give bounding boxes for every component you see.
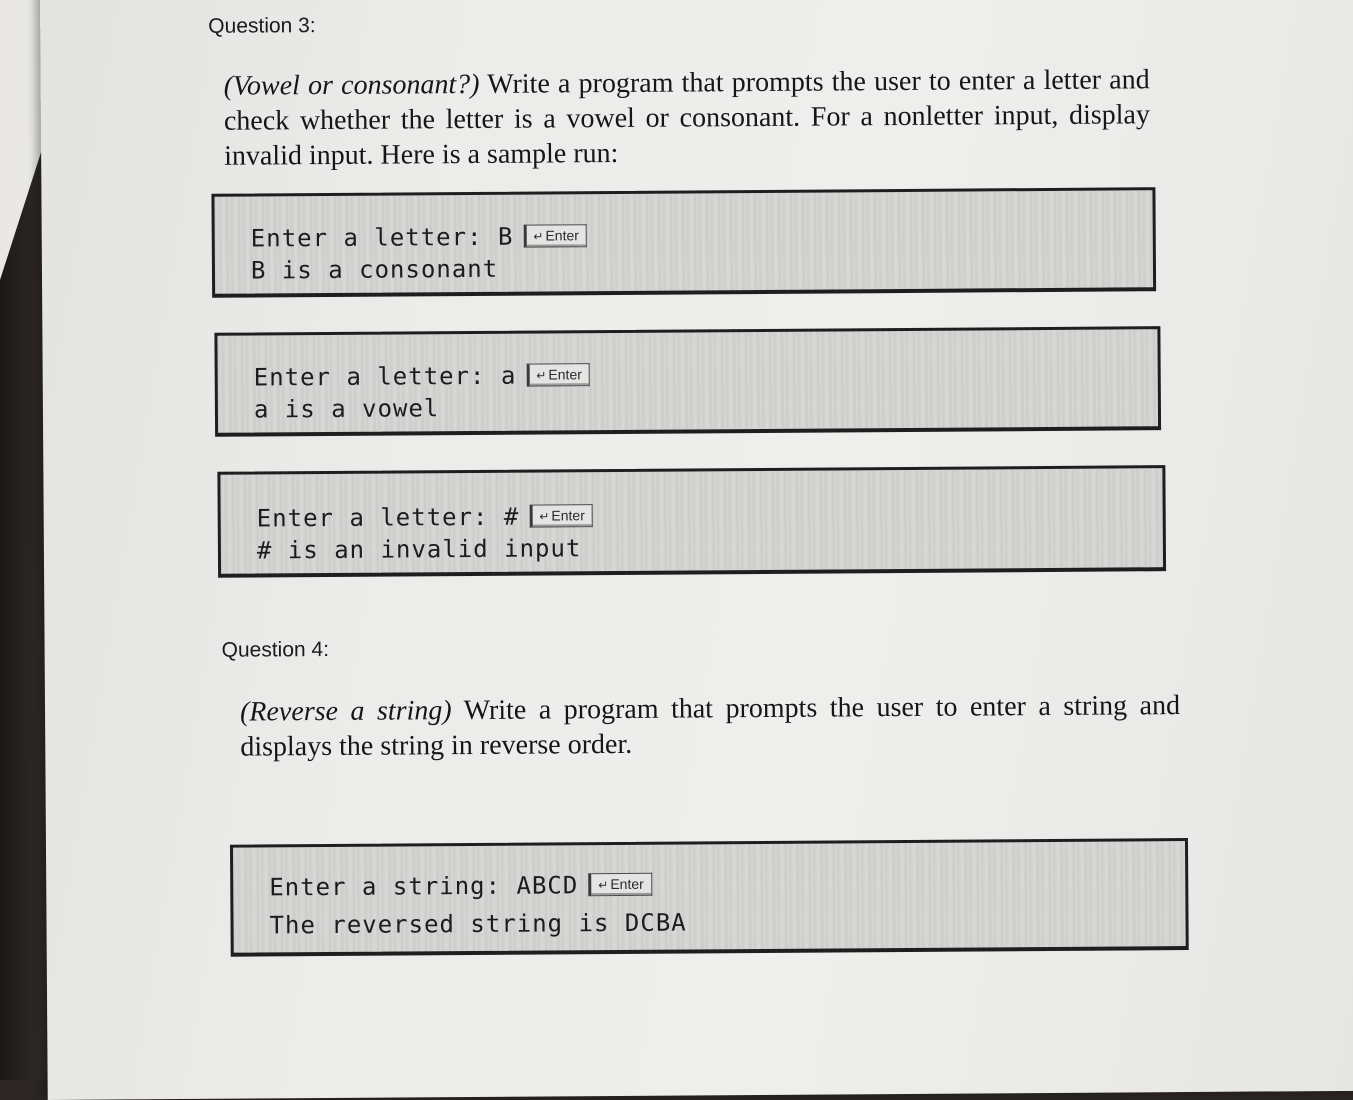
question-4-body: Write a program that prompts the user to enter a string and displays the string in reverse order. xyxy=(240,690,1181,763)
return-arrow-icon: ↵ xyxy=(536,368,547,383)
question-3-lead: (Vowel or consonant?) xyxy=(223,68,480,102)
sample-run-output: The reversed string is DCBA xyxy=(269,908,687,940)
question-4-lead: (Reverse a string) xyxy=(239,695,452,728)
enter-key xyxy=(523,224,587,247)
prompt-text: Enter a letter: a xyxy=(253,361,517,392)
prompt-text: Enter a letter: B xyxy=(250,222,514,253)
question-4-heading: Question 4: xyxy=(221,637,330,662)
enter-key xyxy=(529,504,593,527)
enter-key-label: Enter xyxy=(551,507,585,524)
sample-run-box xyxy=(230,838,1189,957)
question-3-heading: Question 3: xyxy=(208,14,316,38)
prompt-text: Enter a string: ABCD xyxy=(269,871,579,902)
enter-key-label: Enter xyxy=(610,875,644,893)
question-3-text xyxy=(224,62,1151,173)
return-arrow-icon: ↵ xyxy=(533,229,544,244)
enter-key xyxy=(588,873,652,896)
question-4-text xyxy=(240,688,1180,765)
paper-sheet xyxy=(40,0,1353,1100)
sample-run-output: B is a consonant xyxy=(250,254,499,285)
sample-run-prompt xyxy=(251,222,587,253)
sample-run-output: a is a vowel xyxy=(253,394,440,424)
sample-run-prompt xyxy=(254,361,590,392)
enter-key xyxy=(526,363,590,386)
return-arrow-icon: ↵ xyxy=(598,878,609,893)
sample-run-box xyxy=(214,326,1161,437)
sample-run-prompt xyxy=(269,871,652,903)
sample-run-box xyxy=(211,187,1156,298)
sample-run-box xyxy=(217,465,1166,578)
return-arrow-icon: ↵ xyxy=(539,509,550,524)
prompt-text: Enter a letter: # xyxy=(256,502,520,533)
enter-key-label: Enter xyxy=(545,227,579,244)
question-3-body: Write a program that prompts the user to enter a letter and check whether the letter is a vowel or consonant. For a nonletter input, display invalid input. Here is a sample run: xyxy=(223,64,1151,172)
enter-key-label: Enter xyxy=(548,366,582,383)
sample-run-output: # is an invalid input xyxy=(256,534,582,565)
sample-run-prompt xyxy=(257,502,593,533)
